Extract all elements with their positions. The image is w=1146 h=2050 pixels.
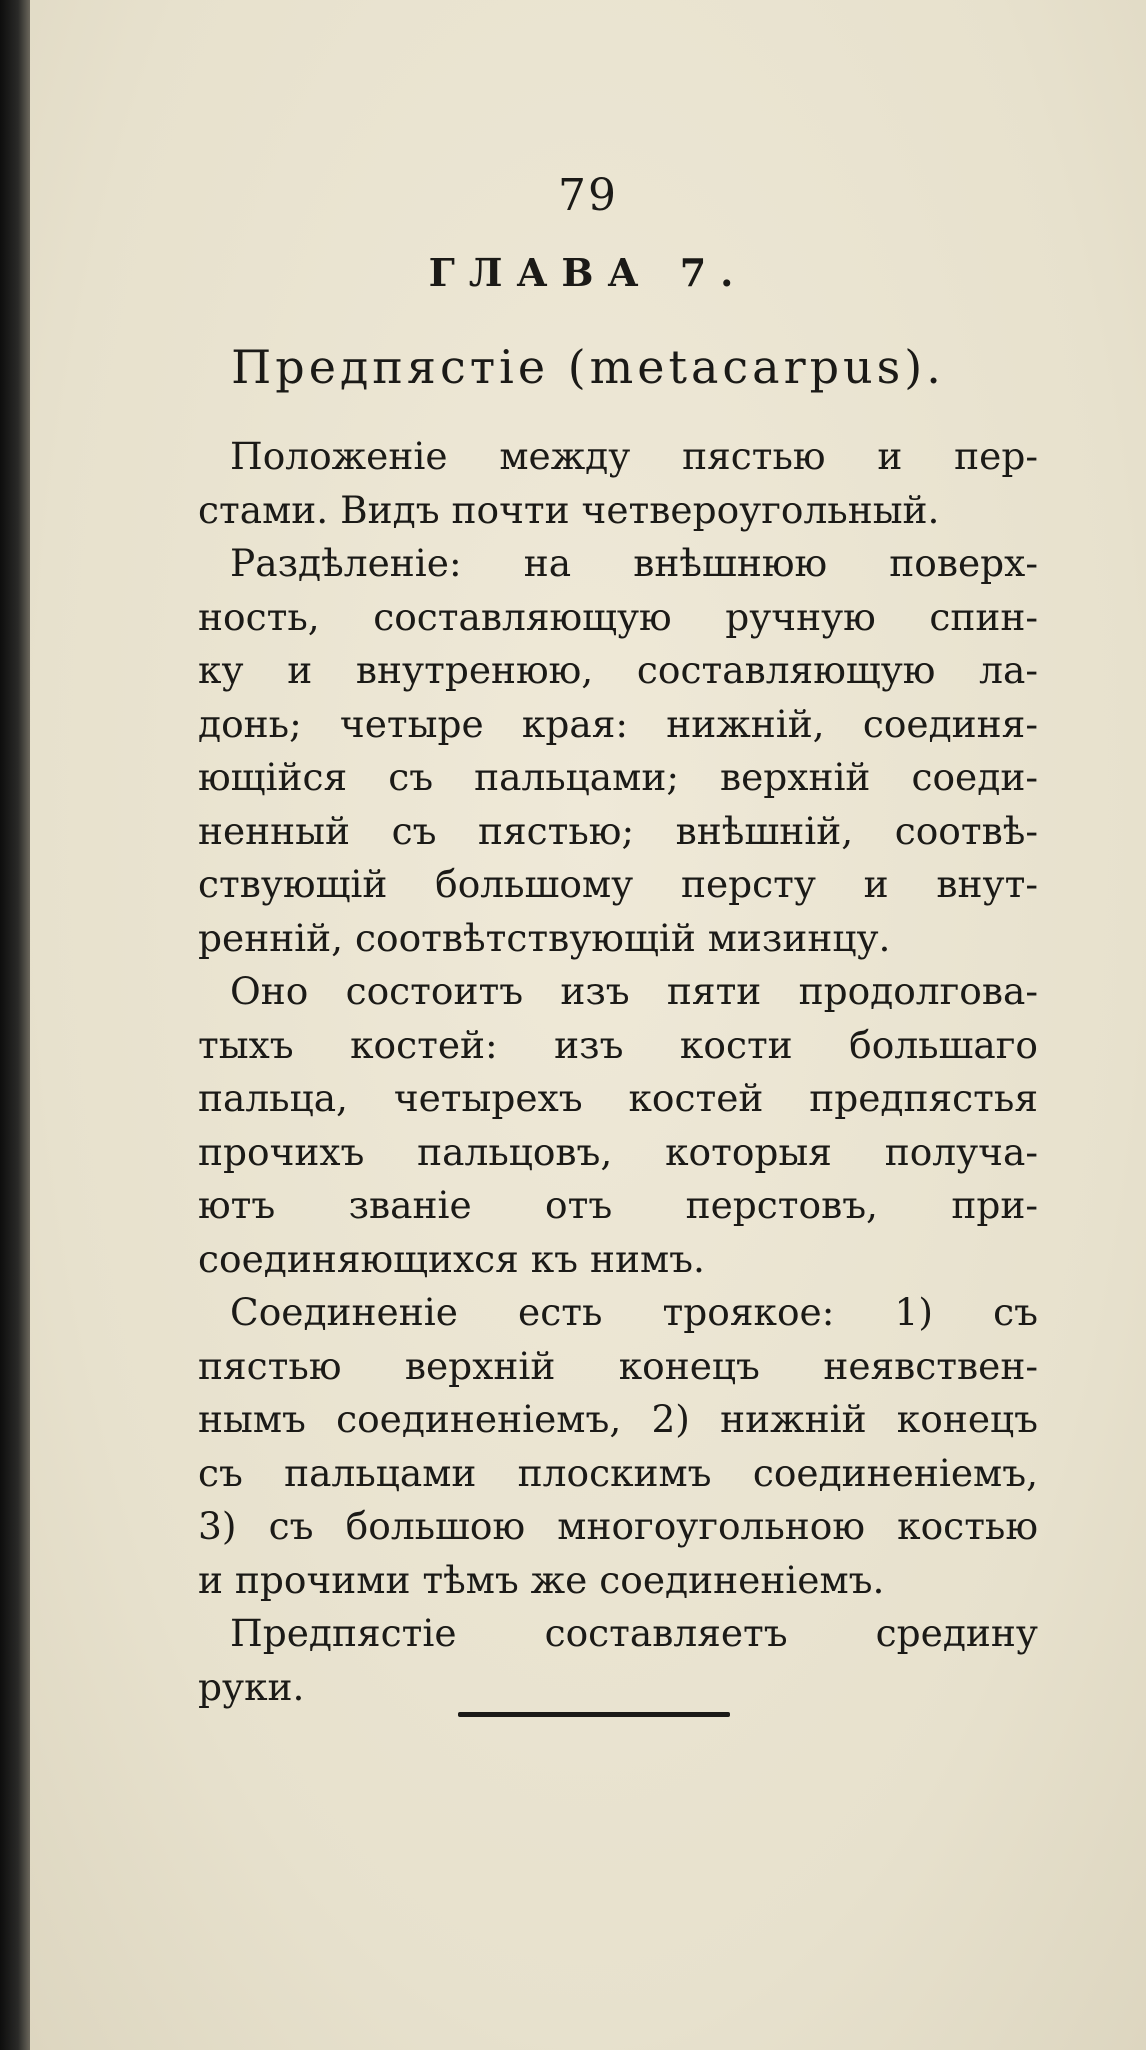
text-line: ющійся съ пальцами; верхній соеди-: [198, 755, 1038, 799]
text-line: нымъ соединеніемъ, 2) нижній конецъ: [198, 1397, 1038, 1441]
text-line: стами. Видъ почти четвероугольный.: [198, 487, 940, 532]
text-line: ренній, соотвѣтствующій мизинцу.: [198, 915, 891, 960]
text-line: Раздѣленіе: на внѣшнюю поверх-: [230, 541, 1038, 585]
body-text: [198, 430, 1038, 1714]
text-line: Положеніе между пястью и пер-: [230, 434, 1038, 478]
text-line: ку и внутренюю, составляющую ла-: [198, 648, 1038, 692]
paragraph: [198, 537, 1038, 965]
text-line: соединяющихся къ нимъ.: [198, 1236, 705, 1281]
book-binding: [0, 0, 30, 2050]
text-line: тыхъ костей: изъ кости большаго: [198, 1022, 1038, 1067]
text-line: и прочими тѣмъ же соединеніемъ.: [198, 1557, 885, 1602]
text-line: донь; четыре края: нижній, соединя-: [198, 701, 1038, 746]
text-line: ютъ званіе отъ перстовъ, при-: [198, 1183, 1038, 1227]
text-line: Предпястіе составляетъ средину: [230, 1611, 1038, 1655]
paragraph: [198, 430, 1038, 537]
page-number: 79: [558, 170, 618, 221]
text-line: Соединеніе есть троякое: 1) съ: [230, 1290, 1038, 1334]
section-heading: Предпястіе (metacarpus).: [231, 340, 945, 394]
chapter-title: ГЛАВА 7.: [428, 250, 748, 295]
text-line: ненный съ пястью; внѣшній, соотвѣ-: [198, 808, 1038, 853]
text-line: руки.: [198, 1664, 305, 1709]
text-line: пальца, четырехъ костей предпястья: [198, 1076, 1038, 1120]
paragraph: [198, 965, 1038, 1286]
text-line: ность, составляющую ручную спин-: [198, 594, 1038, 639]
text-line: съ пальцами плоскимъ соединеніемъ,: [198, 1450, 1038, 1495]
paragraph: [198, 1607, 1038, 1714]
text-line: 3) съ большою многоугольною костью: [198, 1504, 1038, 1548]
end-rule: [458, 1712, 730, 1717]
book-page: [30, 0, 1146, 2050]
text-line: прочихъ пальцовъ, которыя получа-: [198, 1129, 1038, 1174]
text-line: Оно состоитъ изъ пяти продолгова-: [230, 969, 1038, 1013]
paragraph: [198, 1286, 1038, 1607]
text-line: пястью верхній конецъ неявствен-: [198, 1343, 1038, 1388]
text-line: ствующій большому персту и внут-: [198, 862, 1038, 906]
